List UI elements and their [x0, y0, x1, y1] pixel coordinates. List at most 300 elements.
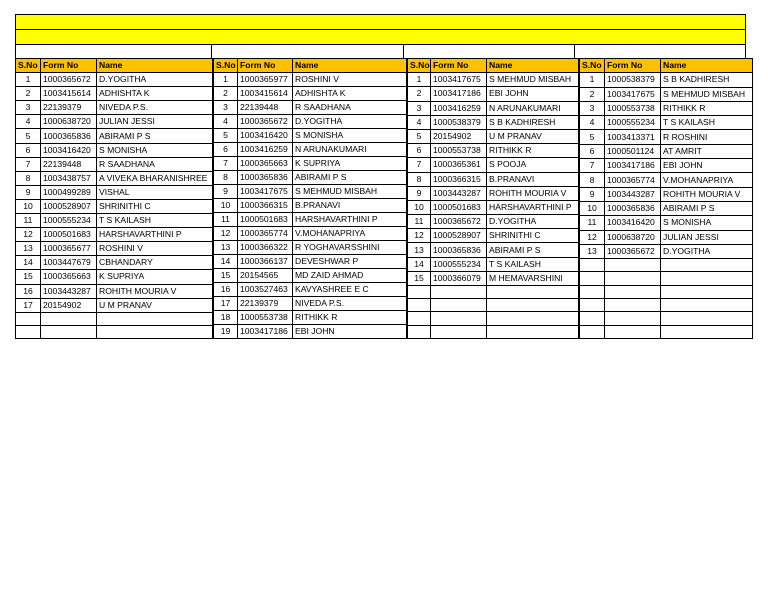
cell-form-no[interactable] [41, 325, 97, 338]
cell-name[interactable]: S MEHMUD MISBAH [487, 73, 579, 87]
cell-form-no[interactable]: 1003416420 [238, 129, 293, 143]
cell-sno[interactable]: 10 [580, 201, 605, 215]
table-row [214, 283, 407, 297]
cell-form-no[interactable] [431, 299, 487, 312]
table-row [580, 299, 753, 312]
cell-form-no[interactable]: 1003413371 [605, 130, 661, 144]
cell-form-no[interactable]: 1003417675 [605, 87, 661, 101]
cell-form-no[interactable]: 1003415614 [238, 87, 293, 101]
table-row [408, 172, 579, 186]
cell-form-no[interactable]: 1000365663 [238, 157, 293, 171]
cell-name[interactable]: S POOJA [487, 158, 579, 172]
cell-name[interactable]: MD ZAID AHMAD [293, 269, 407, 283]
table-row [214, 157, 407, 171]
cell-sno[interactable]: 8 [214, 171, 238, 185]
cell-sno[interactable]: 11 [16, 214, 41, 228]
cell-sno[interactable] [580, 312, 605, 325]
block-4-spacer [574, 44, 746, 58]
cell-name[interactable]: S B KADHIRESH [487, 115, 579, 129]
cell-sno[interactable]: 9 [408, 186, 431, 200]
cell-name[interactable]: VISHAL [97, 185, 213, 199]
header-name[interactable]: Name [293, 59, 407, 73]
header-form-no[interactable]: Form No [605, 59, 661, 73]
table-row [16, 115, 213, 129]
cell-form-no[interactable]: 1000365361 [431, 158, 487, 172]
cell-form-no[interactable]: 1000553738 [431, 144, 487, 158]
block-2-table [213, 58, 407, 339]
cell-form-no[interactable]: 1000365672 [238, 115, 293, 129]
cell-sno[interactable]: 13 [214, 241, 238, 255]
cell-sno[interactable]: 12 [580, 230, 605, 244]
cell-form-no[interactable]: 1000638720 [605, 230, 661, 244]
cell-name[interactable]: N ARUNAKUMARI [293, 143, 407, 157]
cell-form-no[interactable]: 1000501683 [238, 213, 293, 227]
cell-sno[interactable]: 5 [214, 129, 238, 143]
cell-name[interactable]: B.PRANAVI [293, 199, 407, 213]
cell-form-no[interactable]: 1003447679 [41, 256, 97, 270]
cell-sno[interactable]: 14 [214, 255, 238, 269]
table-row [214, 227, 407, 241]
table-row [16, 325, 213, 338]
table-row [16, 129, 213, 143]
table-row [214, 185, 407, 199]
cell-name[interactable]: CBHANDARY [97, 256, 213, 270]
cell-sno[interactable]: 2 [214, 87, 238, 101]
cell-name[interactable]: U M PRANAV [487, 129, 579, 143]
cell-name[interactable]: JULIAN JESSI [661, 230, 753, 244]
cell-sno[interactable]: 5 [16, 129, 41, 143]
table-row [16, 228, 213, 242]
cell-form-no[interactable]: 1000538379 [431, 115, 487, 129]
cell-name[interactable]: A VIVEKA BHARANISHREE [97, 171, 213, 185]
blocks-container [15, 58, 746, 339]
cell-name[interactable]: NIVEDA P.S. [293, 297, 407, 311]
cell-sno[interactable]: 14 [408, 257, 431, 271]
cell-name[interactable] [97, 325, 213, 338]
cell-form-no[interactable]: 1000501124 [605, 144, 661, 158]
cell-sno[interactable]: 2 [580, 87, 605, 101]
cell-sno[interactable]: 8 [408, 172, 431, 186]
cell-name[interactable]: T S KAILASH [487, 257, 579, 271]
cell-sno[interactable]: 6 [580, 144, 605, 158]
cell-sno[interactable]: 8 [16, 171, 41, 185]
cell-sno[interactable]: 7 [408, 158, 431, 172]
cell-sno[interactable]: 7 [214, 157, 238, 171]
table-row [16, 270, 213, 284]
cell-form-no[interactable]: 1003443287 [605, 187, 661, 201]
cell-name[interactable]: V.MOHANAPRIYA [293, 227, 407, 241]
cell-sno[interactable] [580, 285, 605, 298]
cell-sno[interactable]: 4 [408, 115, 431, 129]
table-row [580, 230, 753, 244]
cell-name[interactable]: S MEHMUD MISBAH [293, 185, 407, 199]
cell-form-no[interactable]: 1000365677 [41, 242, 97, 256]
cell-sno[interactable] [408, 299, 431, 312]
cell-sno[interactable]: 3 [214, 101, 238, 115]
cell-form-no[interactable]: 1000366079 [431, 271, 487, 285]
cell-name[interactable]: ABIRAMI P S [661, 201, 753, 215]
header-row [214, 59, 407, 73]
cell-form-no[interactable] [431, 312, 487, 325]
cell-form-no[interactable]: 1000365836 [238, 171, 293, 185]
cell-form-no[interactable]: 1000638720 [41, 115, 97, 129]
cell-form-no[interactable]: 1003416259 [238, 143, 293, 157]
cell-form-no[interactable]: 1003416259 [431, 101, 487, 115]
cell-sno[interactable]: 13 [408, 243, 431, 257]
cell-name[interactable]: AT AMRIT [661, 144, 753, 158]
table-row [580, 285, 753, 298]
cell-sno[interactable]: 9 [580, 187, 605, 201]
table-row [408, 325, 579, 338]
cell-name[interactable]: HARSHAVARTHINI P [293, 213, 407, 227]
cell-form-no[interactable]: 1000365774 [605, 173, 661, 187]
cell-name[interactable]: B.PRANAVI [487, 172, 579, 186]
header-sno[interactable]: S.No [580, 59, 605, 73]
cell-sno[interactable]: 10 [408, 200, 431, 214]
cell-form-no[interactable]: 1000528907 [41, 199, 97, 213]
cell-name[interactable] [661, 325, 753, 338]
cell-sno[interactable]: 9 [214, 185, 238, 199]
cell-form-no[interactable]: 1000553738 [238, 311, 293, 325]
cell-form-no[interactable] [605, 299, 661, 312]
cell-name[interactable]: RITHIKK R [487, 144, 579, 158]
cell-form-no[interactable]: 22139379 [238, 297, 293, 311]
cell-sno[interactable]: 1 [214, 73, 238, 87]
table-row [580, 130, 753, 144]
cell-name[interactable]: M HEMAVARSHINI [487, 271, 579, 285]
cell-sno[interactable] [580, 259, 605, 272]
table-row [214, 325, 407, 339]
table-row [580, 87, 753, 101]
table-row [408, 186, 579, 200]
cell-form-no[interactable]: 1000555234 [41, 214, 97, 228]
cell-form-no[interactable]: 1000501683 [431, 200, 487, 214]
cell-name[interactable]: D.YOGITHA [293, 115, 407, 129]
cell-sno[interactable]: 11 [580, 216, 605, 230]
cell-name[interactable] [487, 312, 579, 325]
table-row [408, 243, 579, 257]
table-row [214, 115, 407, 129]
cell-sno[interactable]: 11 [408, 215, 431, 229]
table-row [580, 272, 753, 285]
header-name[interactable]: Name [487, 59, 579, 73]
header-sno[interactable]: S.No [214, 59, 238, 73]
table-row [214, 297, 407, 311]
cell-name[interactable]: N ARUNAKUMARI [487, 101, 579, 115]
cell-form-no[interactable]: 22139379 [41, 101, 97, 115]
table-row [408, 271, 579, 285]
cell-name[interactable]: KAVYASHREE E C [293, 283, 407, 297]
cell-form-no[interactable]: 20154902 [41, 298, 97, 312]
cell-sno[interactable]: 1 [16, 73, 41, 87]
cell-sno[interactable]: 14 [16, 256, 41, 270]
cell-sno[interactable]: 15 [408, 271, 431, 285]
table-row [408, 215, 579, 229]
table-row [580, 73, 753, 87]
table-row [408, 87, 579, 101]
cell-sno[interactable] [580, 272, 605, 285]
cell-sno[interactable] [16, 325, 41, 338]
cell-form-no[interactable]: 20154902 [431, 129, 487, 143]
cell-sno[interactable] [16, 312, 41, 325]
cell-form-no[interactable] [431, 325, 487, 338]
header-sno[interactable]: S.No [16, 59, 41, 73]
table-row [408, 129, 579, 143]
cell-sno[interactable]: 16 [16, 284, 41, 298]
cell-name[interactable]: K SUPRIYA [293, 157, 407, 171]
cell-sno[interactable]: 2 [16, 87, 41, 101]
table-row [16, 87, 213, 101]
table-row [214, 171, 407, 185]
cell-name[interactable]: R ROSHINI [661, 130, 753, 144]
cell-form-no[interactable]: 1000555234 [431, 257, 487, 271]
cell-form-no[interactable] [605, 325, 661, 338]
cell-form-no[interactable]: 1000365836 [431, 243, 487, 257]
cell-name[interactable]: SHRINITHI C [97, 199, 213, 213]
cell-name[interactable] [661, 285, 753, 298]
cell-sno[interactable]: 4 [214, 115, 238, 129]
cell-form-no[interactable]: 1003416420 [41, 143, 97, 157]
cell-form-no[interactable]: 1000528907 [431, 229, 487, 243]
cell-name[interactable]: ROHITH MOURIA V [97, 284, 213, 298]
cell-sno[interactable]: 11 [214, 213, 238, 227]
block-2-spacer [211, 44, 403, 58]
cell-name[interactable]: ROHITH MOURIA V [661, 187, 753, 201]
cell-sno[interactable]: 17 [214, 297, 238, 311]
cell-sno[interactable]: 8 [580, 173, 605, 187]
table-row [16, 242, 213, 256]
cell-sno[interactable]: 10 [16, 199, 41, 213]
cell-name[interactable]: S B KADHIRESH [661, 73, 753, 87]
header-row [580, 59, 753, 73]
cell-form-no[interactable]: 1003527463 [238, 283, 293, 297]
cell-form-no[interactable] [41, 312, 97, 325]
cell-name[interactable]: EBI JOHN [487, 87, 579, 101]
header-name[interactable]: Name [661, 59, 753, 73]
cell-name[interactable]: D.YOGITHA [661, 244, 753, 258]
cell-form-no[interactable]: 1003416420 [605, 216, 661, 230]
cell-name[interactable]: NIVEDA P.S. [97, 101, 213, 115]
table-row [16, 256, 213, 270]
table-row [408, 312, 579, 325]
cell-sno[interactable]: 1 [408, 73, 431, 87]
table-row [16, 312, 213, 325]
block-3-spacer [403, 44, 573, 58]
cell-sno[interactable]: 19 [214, 325, 238, 339]
table-row [580, 187, 753, 201]
cell-sno[interactable]: 12 [16, 228, 41, 242]
cell-sno[interactable] [580, 325, 605, 338]
cell-sno[interactable]: 1 [580, 73, 605, 87]
cell-form-no[interactable]: 20154565 [238, 269, 293, 283]
cell-name[interactable]: ROSHINI V [293, 73, 407, 87]
cell-name[interactable]: ABIRAMI P S [487, 243, 579, 257]
cell-name[interactable] [661, 272, 753, 285]
cell-sno[interactable]: 6 [16, 143, 41, 157]
cell-form-no[interactable]: 1000365977 [238, 73, 293, 87]
cell-sno[interactable]: 16 [214, 283, 238, 297]
table-row [16, 185, 213, 199]
cell-sno[interactable]: 15 [16, 270, 41, 284]
cell-sno[interactable]: 13 [16, 242, 41, 256]
cell-name[interactable]: D.YOGITHA [487, 215, 579, 229]
cell-form-no[interactable] [431, 286, 487, 299]
cell-form-no[interactable]: 1000553738 [605, 101, 661, 115]
cell-name[interactable]: RITHIKK R [293, 311, 407, 325]
cell-sno[interactable]: 2 [408, 87, 431, 101]
cell-form-no[interactable]: 1000365672 [431, 215, 487, 229]
cell-form-no[interactable]: 1000555234 [605, 116, 661, 130]
cell-name[interactable]: SHRINITHI C [487, 229, 579, 243]
cell-form-no[interactable]: 1003415614 [41, 87, 97, 101]
cell-form-no[interactable]: 1000366137 [238, 255, 293, 269]
cell-sno[interactable]: 5 [408, 129, 431, 143]
cell-sno[interactable]: 4 [16, 115, 41, 129]
cell-name[interactable]: D.YOGITHA [97, 73, 213, 87]
cell-sno[interactable]: 17 [16, 298, 41, 312]
header-row [16, 59, 213, 73]
cell-sno[interactable] [580, 299, 605, 312]
cell-form-no[interactable]: 1000365836 [41, 129, 97, 143]
cell-name[interactable]: HARSHAVARTHINI P [487, 200, 579, 214]
cell-form-no[interactable] [605, 272, 661, 285]
table-row [408, 73, 579, 87]
header-form-no[interactable]: Form No [431, 59, 487, 73]
header-name[interactable]: Name [97, 59, 213, 73]
cell-form-no[interactable]: 1003417186 [605, 159, 661, 173]
cell-form-no[interactable]: 1000366315 [238, 199, 293, 213]
cell-form-no[interactable]: 1003417675 [431, 73, 487, 87]
cell-name[interactable]: V.MOHANAPRIYA [661, 173, 753, 187]
table-row [580, 116, 753, 130]
cell-name[interactable]: ABIRAMI P S [97, 129, 213, 143]
cell-sno[interactable]: 3 [580, 101, 605, 115]
title-bar[interactable] [15, 14, 746, 30]
cell-name[interactable]: ROSHINI V [97, 242, 213, 256]
cell-form-no[interactable]: 1000365836 [605, 201, 661, 215]
cell-form-no[interactable]: 1000365672 [41, 73, 97, 87]
table-row [408, 200, 579, 214]
cell-form-no[interactable]: 1000365672 [605, 244, 661, 258]
cell-form-no[interactable] [605, 259, 661, 272]
cell-form-no[interactable]: 1003417186 [238, 325, 293, 339]
cell-name[interactable]: R YOGHAVARSSHINI [293, 241, 407, 255]
cell-sno[interactable]: 12 [214, 227, 238, 241]
table-row [408, 101, 579, 115]
cell-form-no[interactable] [605, 312, 661, 325]
cell-name[interactable]: R SAADHANA [293, 101, 407, 115]
cell-name[interactable]: U M PRANAV [97, 298, 213, 312]
cell-name[interactable]: R SAADHANA [97, 157, 213, 171]
cell-name[interactable]: HARSHAVARTHINI P [97, 228, 213, 242]
cell-sno[interactable]: 3 [408, 101, 431, 115]
cell-form-no[interactable]: 1003417675 [238, 185, 293, 199]
cell-sno[interactable]: 5 [580, 130, 605, 144]
cell-form-no[interactable]: 1003417186 [431, 87, 487, 101]
cell-sno[interactable] [408, 286, 431, 299]
cell-form-no[interactable]: 1000538379 [605, 73, 661, 87]
cell-sno[interactable]: 9 [16, 185, 41, 199]
cell-name[interactable]: ADHISHTA K [97, 87, 213, 101]
cell-form-no[interactable]: 1000499289 [41, 185, 97, 199]
cell-name[interactable]: ABIRAMI P S [293, 171, 407, 185]
cell-form-no[interactable] [605, 285, 661, 298]
cell-name[interactable]: ROHITH MOURIA V [487, 186, 579, 200]
cell-sno[interactable]: 6 [214, 143, 238, 157]
header-sno[interactable]: S.No [408, 59, 431, 73]
cell-sno[interactable]: 10 [214, 199, 238, 213]
cell-name[interactable]: K SUPRIYA [97, 270, 213, 284]
cell-sno[interactable]: 6 [408, 144, 431, 158]
cell-name[interactable]: EBI JOHN [661, 159, 753, 173]
table-row [16, 214, 213, 228]
cell-form-no[interactable]: 1000365774 [238, 227, 293, 241]
cell-name[interactable]: EBI JOHN [293, 325, 407, 339]
cell-sno[interactable]: 12 [408, 229, 431, 243]
cell-name[interactable]: ADHISHTA K [293, 87, 407, 101]
cell-name[interactable] [661, 312, 753, 325]
cell-name[interactable]: DEVESHWAR P [293, 255, 407, 269]
cell-name[interactable]: S MEHMUD MISBAH [661, 87, 753, 101]
cell-sno[interactable] [408, 312, 431, 325]
cell-sno[interactable]: 7 [16, 157, 41, 171]
cell-name[interactable] [661, 299, 753, 312]
table-row [408, 229, 579, 243]
cell-name[interactable]: S MONISHA [97, 143, 213, 157]
cell-sno[interactable]: 18 [214, 311, 238, 325]
cell-name[interactable] [97, 312, 213, 325]
cell-sno[interactable] [408, 325, 431, 338]
header-form-no[interactable]: Form No [41, 59, 97, 73]
cell-form-no[interactable]: 1003438757 [41, 171, 97, 185]
cell-name[interactable]: JULIAN JESSI [97, 115, 213, 129]
table-row [408, 158, 579, 172]
cell-sno[interactable]: 7 [580, 159, 605, 173]
cell-sno[interactable]: 13 [580, 244, 605, 258]
cell-sno[interactable]: 3 [16, 101, 41, 115]
block-spacer-row [15, 44, 746, 58]
cell-name[interactable]: S MONISHA [293, 129, 407, 143]
header-row [408, 59, 579, 73]
cell-name[interactable] [661, 259, 753, 272]
table-row [214, 255, 407, 269]
table-row [580, 244, 753, 258]
table-row [214, 269, 407, 283]
cell-name[interactable]: T S KAILASH [97, 214, 213, 228]
cell-form-no[interactable]: 1000365663 [41, 270, 97, 284]
cell-form-no[interactable]: 22139448 [41, 157, 97, 171]
table-row [580, 259, 753, 272]
cell-form-no[interactable]: 1000501683 [41, 228, 97, 242]
cell-form-no[interactable]: 1000366315 [431, 172, 487, 186]
cell-name[interactable]: RITHIKK R [661, 101, 753, 115]
cell-form-no[interactable]: 1003443287 [431, 186, 487, 200]
cell-name[interactable] [487, 286, 579, 299]
cell-name[interactable]: S MONISHA [661, 216, 753, 230]
cell-form-no[interactable]: 22139448 [238, 101, 293, 115]
header-form-no[interactable]: Form No [238, 59, 293, 73]
cell-form-no[interactable]: 1000366322 [238, 241, 293, 255]
cell-sno[interactable]: 4 [580, 116, 605, 130]
cell-form-no[interactable]: 1003443287 [41, 284, 97, 298]
cell-name[interactable] [487, 325, 579, 338]
cell-name[interactable] [487, 299, 579, 312]
spreadsheet [15, 14, 746, 339]
cell-sno[interactable]: 15 [214, 269, 238, 283]
cell-name[interactable]: T S KAILASH [661, 116, 753, 130]
table-row [16, 298, 213, 312]
table-row [16, 199, 213, 213]
